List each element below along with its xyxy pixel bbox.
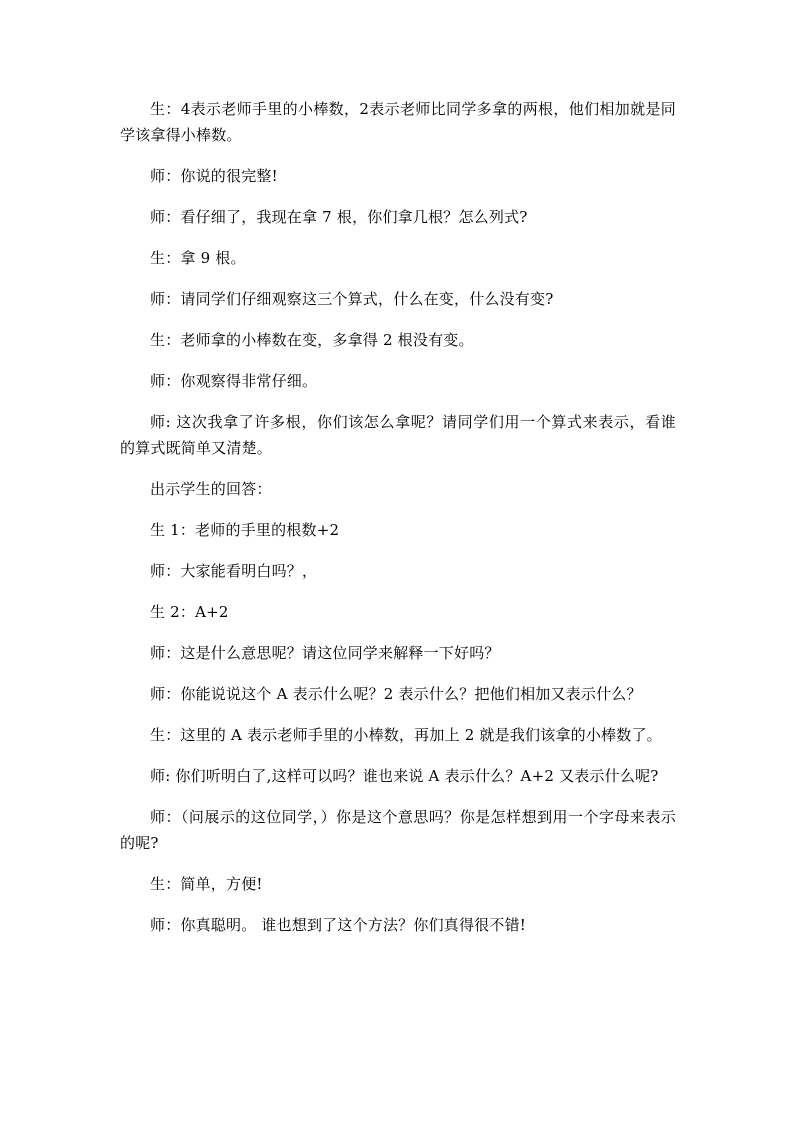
paragraph: 生 1：老师的手里的根数+2 [150, 521, 340, 539]
paragraph: 出示学生的回答： [150, 480, 272, 498]
paragraph: 生：老师拿的小棒数在变，多拿得 2 根没有变。 [150, 331, 474, 349]
paragraph: 师：（问展示的这位同学，）你是这个意思吗？你是怎样想到用一个字母来表示的呢? [120, 808, 676, 852]
paragraph: 师: 这次我拿了许多根，你们该怎么拿呢？请同学们用一个算式来表示，看谁的算式既简单又清楚。 [120, 413, 676, 457]
paragraph: 师：你真聪明。 谁也想到了这个方法？你们真得很不错! [150, 916, 526, 934]
paragraph: 师：大家能看明白吗？， [150, 562, 318, 580]
paragraph: 师：你观察得非常仔细。 [150, 372, 318, 390]
paragraph: 生：拿 9 根。 [150, 249, 246, 267]
paragraph: 师：看仔细了，我现在拿 7 根，你们拿几根？怎么列式? [150, 208, 528, 226]
paragraph: 师：你能说说这个 A 表示什么呢？2 表示什么？把他们相加又表示什么？ [150, 685, 642, 703]
document-body [120, 96, 676, 953]
paragraph: 师: 你们听明白了,这样可以吗？谁也来说 A 表示什么？A+2 又表示什么呢? [150, 767, 659, 785]
paragraph: 师：你说的很完整! [150, 167, 278, 185]
paragraph: 生 2：A+2 [150, 603, 229, 621]
paragraph: 师：请同学们仔细观察这三个算式，什么在变，什么没有变? [150, 290, 554, 308]
paragraph: 生：简单，方便! [150, 875, 263, 893]
paragraph: 师：这是什么意思呢？请这位同学来解释一下好吗？ [150, 644, 500, 662]
paragraph: 生：4表示老师手里的小棒数，2表示老师比同学多拿的两根，他们相加就是同学该拿得小棒数。 [120, 100, 676, 144]
paragraph: 生：这里的 A 表示老师手里的小棒数，再加上 2 就是我们该拿的小棒数了。 [150, 726, 662, 744]
